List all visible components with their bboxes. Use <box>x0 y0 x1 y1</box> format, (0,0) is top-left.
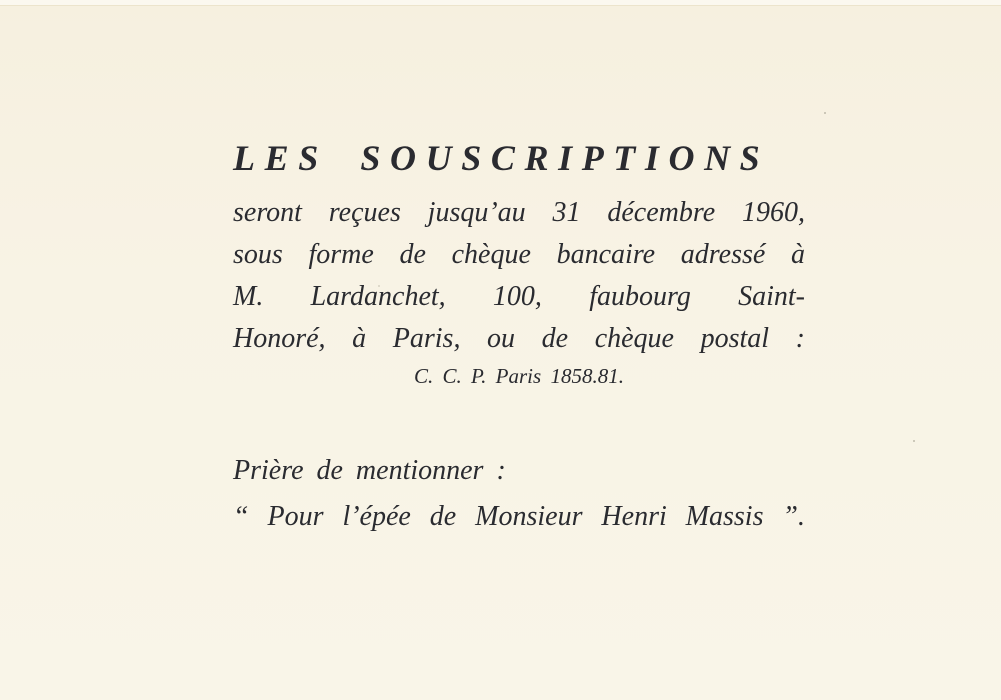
paragraph-line: M. Lardanchet, 100, faubourg Saint- <box>233 281 805 312</box>
notice-paragraph <box>233 192 805 360</box>
mention-note <box>233 448 805 540</box>
ccp-account-line: C. C. P. Paris 1858.81. <box>414 364 624 388</box>
note-text: “ Pour l’épée de Monsieur Henri Massis ”. <box>233 501 805 532</box>
paper-speck <box>378 285 380 287</box>
paper-top-edge <box>0 0 1001 6</box>
paper-speck <box>824 112 826 114</box>
paragraph-line: Honoré, à Paris, ou de chèque postal : <box>233 323 805 354</box>
paper-speck <box>913 440 915 442</box>
paragraph-line: sous forme de chèque bancaire adressé à <box>233 239 805 270</box>
notice-title: LES SOUSCRIPTIONS <box>233 138 770 178</box>
paragraph-line: seront reçues jusqu’au 31 décembre 1960, <box>233 197 805 228</box>
subscription-notice <box>233 140 805 394</box>
note-label: Prière de mentionner : <box>233 455 506 486</box>
